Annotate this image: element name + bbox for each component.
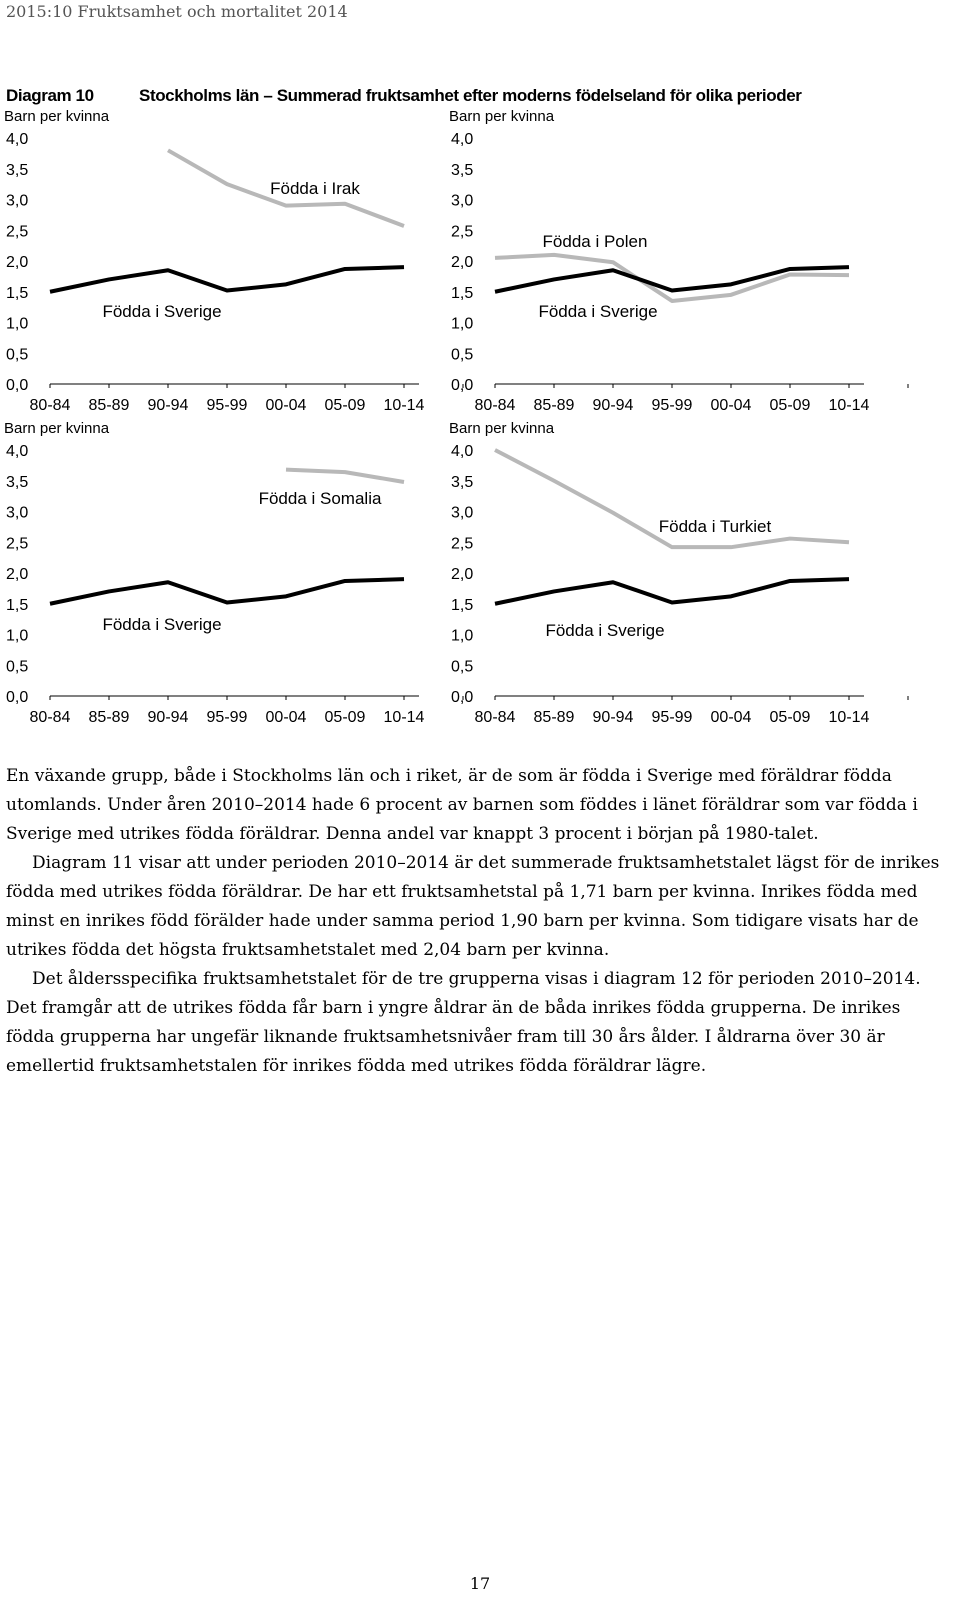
x-tick-label: 90-94: [592, 397, 634, 414]
paragraph-2: Diagram 11 visar att under perioden 2010–2014 är det summerade fruktsamhetstalet lägst för de inrikes födda med utrikes födda föräldrar. De har ett fruktsamhetstal på 1,71 barn per kvinna. Inrikes födda med minst en inrikes född förälder hade under samma period 1,90 barn per kvinna. Som tidigare visats har de utrikes födda det högsta fruktsamhetstalet med 2,04 barn per kvinna.: [6, 853, 940, 960]
y-tick-label: 1,0: [451, 627, 474, 645]
series-line-sverige: [495, 267, 849, 292]
y-tick-label: 3,0: [451, 192, 474, 210]
x-tick-label: 80-84: [29, 709, 71, 726]
chart-somalia: [0, 418, 470, 736]
y-tick-label: 0,5: [6, 346, 29, 364]
y-tick-label: 0,5: [451, 346, 474, 364]
x-tick-label: 90-94: [147, 709, 189, 726]
y-tick-label: 2,5: [451, 223, 474, 241]
series-label: Födda i Polen: [542, 232, 648, 251]
y-tick-label: 0,0: [451, 377, 474, 394]
y-tick-label: 0,0: [451, 689, 474, 706]
x-tick-label: 95-99: [206, 397, 248, 414]
y-tick-label: 4,0: [6, 443, 29, 460]
x-tick-label: 00-04: [265, 397, 307, 414]
y-tick-label: 4,0: [6, 131, 29, 148]
series-label: Födda i Sverige: [545, 621, 665, 640]
y-tick-label: 4,0: [451, 131, 474, 148]
x-tick-label: 85-89: [533, 709, 575, 726]
y-tick-label: 0,0: [6, 377, 29, 394]
y-tick-label: 2,5: [6, 535, 29, 553]
series-line-polen: [495, 255, 849, 301]
x-tick-label: 85-89: [88, 709, 130, 726]
y-tick-label: 1,5: [451, 284, 474, 302]
diagram-number: Diagram 10: [6, 86, 94, 105]
x-tick-label: 80-84: [29, 397, 71, 414]
page-number: 17: [469, 1574, 491, 1593]
diagram-title: Stockholms län – Summerad fruktsamhet efter moderns födelseland för olika perioder: [139, 86, 802, 105]
y-axis-label: Barn per kvinna: [449, 420, 555, 437]
y-tick-label: 2,5: [6, 223, 29, 241]
y-tick-label: 2,0: [451, 566, 474, 583]
series-label: Födda i Sverige: [102, 302, 222, 321]
x-tick-label: 90-94: [147, 397, 189, 414]
page-header: 2015:10 Fruktsamhet och mortalitet 2014: [6, 2, 348, 21]
y-tick-label: 2,5: [451, 535, 474, 553]
y-tick-label: 1,5: [6, 596, 29, 614]
x-tick-label: 10-14: [383, 709, 425, 726]
y-tick-label: 0,5: [451, 658, 474, 676]
y-tick-label: 1,0: [6, 627, 29, 645]
x-tick-label: 05-09: [324, 397, 366, 414]
x-tick-label: 85-89: [533, 397, 575, 414]
y-tick-label: 1,5: [6, 284, 29, 302]
x-tick-label: 00-04: [710, 397, 752, 414]
y-tick-label: 3,0: [6, 504, 29, 522]
series-label: Födda i Turkiet: [658, 517, 772, 536]
series-line-sverige: [495, 579, 849, 604]
x-tick-label: 05-09: [769, 397, 811, 414]
x-tick-label: 00-04: [265, 709, 307, 726]
x-tick-label: 00-04: [710, 709, 752, 726]
x-tick-label: 80-84: [474, 709, 516, 726]
y-tick-label: 3,0: [6, 192, 29, 210]
body-text: [6, 762, 954, 1081]
x-tick-label: 05-09: [324, 709, 366, 726]
y-tick-label: 3,5: [6, 473, 29, 491]
series-line-sverige: [50, 267, 404, 292]
y-tick-label: 3,5: [451, 161, 474, 179]
x-tick-label: 95-99: [206, 709, 248, 726]
series-line-somalia: [286, 470, 404, 482]
x-tick-label: 10-14: [828, 709, 870, 726]
x-tick-label: 10-14: [828, 397, 870, 414]
paragraph-3: Det åldersspecifika fruktsamhetstalet för de tre grupperna visas i diagram 12 för perioden 2010–2014. Det framgår att de utrikes födda får barn i yngre åldrar än de båda inrikes födda grupperna. De inrikes födda grupperna har ungefär liknande fruktsamhetsnivåer fram till 30 års ålder. I åldrarna över 30 är emellertid fruktsamhetstalen för inrikes födda med utrikes födda föräldrar lägre.: [6, 969, 921, 1076]
y-tick-label: 0,0: [6, 689, 29, 706]
paragraph-1: En växande grupp, både i Stockholms län och i riket, är de som är födda i Sverige med föräldrar födda utomlands. Under åren 2010–2014 hade 6 procent av barnen som föddes i länet föräldrar som var födda i Sverige med utrikes födda föräldrar. Denna andel var knappt 3 procent i början på 1980-talet.: [6, 766, 918, 844]
chart-irak: [0, 106, 470, 424]
y-axis-label: Barn per kvinna: [4, 420, 110, 437]
y-tick-label: 3,5: [451, 473, 474, 491]
x-tick-label: 95-99: [651, 709, 693, 726]
y-axis-label: Barn per kvinna: [4, 108, 110, 125]
series-line-sverige: [50, 579, 404, 604]
series-label: Födda i Somalia: [258, 489, 382, 508]
series-label: Födda i Sverige: [538, 302, 658, 321]
series-label: Födda i Irak: [270, 179, 360, 198]
chart-turkiet: [445, 418, 915, 736]
y-tick-label: 2,0: [451, 254, 474, 271]
y-tick-label: 3,5: [6, 161, 29, 179]
y-tick-label: 4,0: [451, 443, 474, 460]
y-tick-label: 1,5: [451, 596, 474, 614]
x-tick-label: 95-99: [651, 397, 693, 414]
y-axis-label: Barn per kvinna: [449, 108, 555, 125]
x-tick-label: 80-84: [474, 397, 516, 414]
y-tick-label: 2,0: [6, 566, 29, 583]
y-tick-label: 1,0: [6, 315, 29, 333]
chart-polen: [445, 106, 915, 424]
y-tick-label: 1,0: [451, 315, 474, 333]
y-tick-label: 3,0: [451, 504, 474, 522]
x-tick-label: 85-89: [88, 397, 130, 414]
x-tick-label: 10-14: [383, 397, 425, 414]
y-tick-label: 2,0: [6, 254, 29, 271]
x-tick-label: 05-09: [769, 709, 811, 726]
series-label: Födda i Sverige: [102, 615, 222, 634]
x-tick-label: 90-94: [592, 709, 634, 726]
y-tick-label: 0,5: [6, 658, 29, 676]
